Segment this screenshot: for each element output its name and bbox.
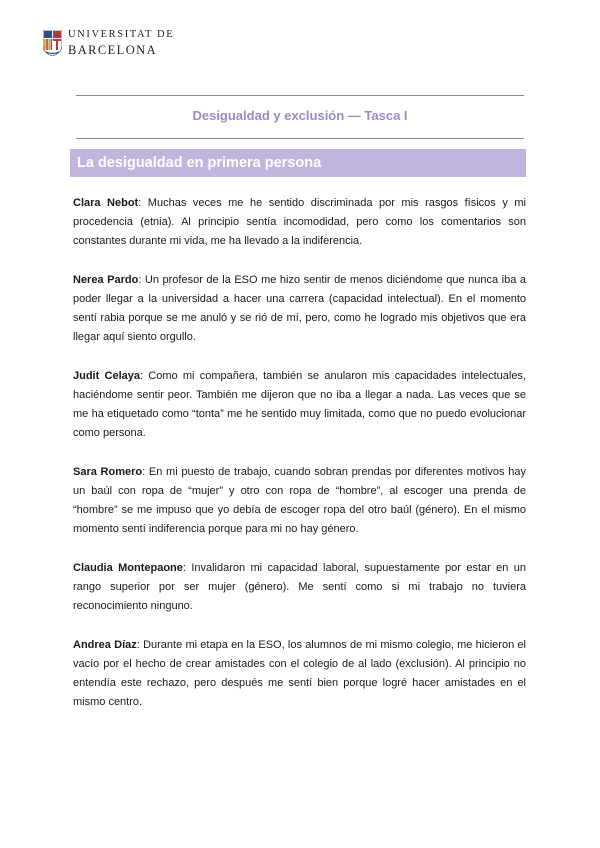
entry-name: Clara Nebot bbox=[73, 197, 139, 209]
university-logo bbox=[43, 29, 174, 56]
entry-clara-nebot bbox=[73, 194, 526, 252]
entry-name: Sara Romero bbox=[73, 465, 143, 478]
section-title: La desigualdad en primera persona bbox=[77, 155, 322, 171]
title-bottom-rule bbox=[76, 138, 524, 139]
entry-andrea-diaz bbox=[73, 636, 526, 713]
entry-text: : Como mi compañera, también se anularon mis capacidades intelectuales, haciéndome sentir peor. También me dijeron que no iba a llegar a nada. Las veces que se me ha etiquetado como “tonta” me he sentido muy limitada, como que no puedo evolucionar como persona. bbox=[73, 369, 526, 440]
logo-university-line: UNIVERSITAT DE bbox=[68, 29, 175, 40]
entry-name: Claudia Montepaone bbox=[73, 561, 183, 574]
logo-city-line: BARCELONA bbox=[68, 42, 157, 57]
entry-text: : Un profesor de la ESO me hizo sentir de menos diciéndome que nunca iba a poder llegar a la universidad a hacer una carrera (capacidad intelectual). En el momento sentí rabia porque se me anuló y se rió de mí, pero, como he logrado mis objetivos que era llegar aquí siento orgullo. bbox=[73, 273, 527, 344]
entry-text: : Invalidaron mi capacidad laboral, supuestamente por estar en un rango superior por ser mujer (género). Me sentí como si mi trabajo no tuviera reconocimiento ninguno. bbox=[73, 561, 527, 613]
university-shield-icon bbox=[43, 30, 62, 56]
entry-text: : En mi puesto de trabajo, cuando sobran prendas por diferentes motivos hay un baúl con ropa de “mujer” y otro con ropa de “hombre”, al escoger una prenda de “hombre” se me impuso que yo debía de escoger ropa del otro baúl (género). En el mismo momento sentí indiferencia porque para mi no hay género. bbox=[73, 465, 526, 536]
entry-text: : Muchas veces me he sentido discriminada por mis rasgos físicos y mi procedencia (etnia). Al principio sentía incomodidad, pero como los comentarios son constantes durante mi vida, me ha llevado a la indiferencia. bbox=[73, 197, 526, 248]
section-header bbox=[70, 149, 526, 177]
title-top-rule bbox=[76, 95, 524, 96]
entry-name: Judit Celaya bbox=[73, 369, 140, 382]
entries-list bbox=[73, 194, 526, 732]
entry-name: Nerea Pardo bbox=[73, 273, 139, 286]
document-title: Desigualdad y exclusión — Tasca I bbox=[192, 108, 408, 123]
entry-judit-celaya bbox=[73, 367, 526, 444]
entry-nerea-pardo bbox=[73, 271, 526, 348]
entry-name: Andrea Díaz bbox=[73, 638, 137, 651]
entry-claudia-montepaone bbox=[73, 559, 526, 617]
entry-sara-romero bbox=[73, 463, 526, 540]
entry-text: : Durante mi etapa en la ESO, los alumnos de mi mismo colegio, me hicieron el vacío por el hecho de crear amistades con el colegio de al lado (exclusión). Al principio no entendía este rechazo, pero después me sentí bien porque logré hacer amistades en el mismo centro. bbox=[73, 638, 526, 709]
